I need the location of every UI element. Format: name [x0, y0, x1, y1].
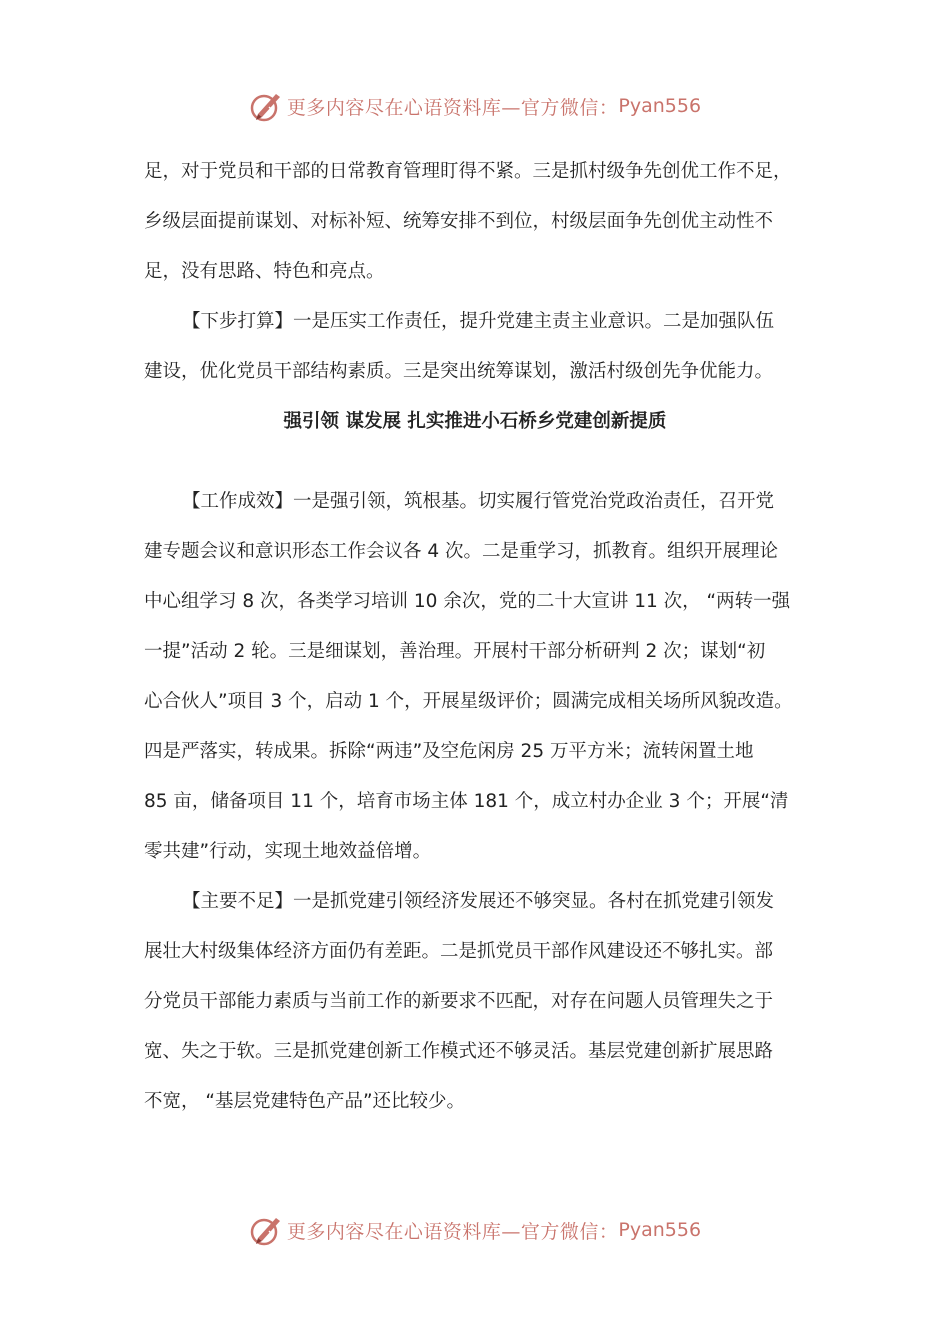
paragraph-line: 【下步打算】一是压实工作责任，提升党建主责主业意识。二是加强队伍	[182, 311, 775, 332]
watermark-text: 更多内容尽在心语资料库—官方微信：	[286, 1220, 619, 1243]
paragraph-line: 不宽， “基层党建特色产品”还比较少。	[144, 1091, 466, 1112]
paragraph-line: 分党员干部能力素质与当前工作的新要求不匹配，对存在问题人员管理失之于	[144, 991, 774, 1012]
paragraph-line: 宽、失之于软。三是抓党建创新工作模式还不够灵活。基层党建创新扩展思路	[144, 1041, 774, 1062]
paragraph-line: 零共建”行动，实现土地效益倍增。	[144, 841, 432, 862]
paragraph-line: 乡级层面提前谋划、对标补短、统筹安排不到位，村级层面争先创优主动性不	[144, 211, 774, 232]
watermark-brand: Pyan556	[618, 95, 702, 117]
paragraph-line: 四是严落实，转成果。拆除“两违”及空危闲房 25 万平方米；流转闲置土地	[144, 741, 754, 762]
watermark-text: 更多内容尽在心语资料库—官方微信：	[286, 96, 619, 119]
paragraph-line: 建设，优化党员干部结构素质。三是突出统筹谋划，激活村级创先争优能力。	[144, 361, 774, 382]
paragraph-line: 足，没有思路、特色和亮点。	[144, 261, 385, 282]
paragraph-line: 一提”活动 2 轮。三是细谋划，善治理。开展村干部分析研判 2 次；谋划“初	[144, 641, 766, 662]
header-watermark	[0, 86, 950, 126]
paragraph-line: 建专题会议和意识形态工作会议各 4 次。二是重学习，抓教育。组织开展理论	[144, 541, 779, 562]
paragraph-line: 心合伙人”项目 3 个，启动 1 个，开展星级评价；圆满完成相关场所风貌改造。	[144, 691, 793, 712]
paragraph-line: 【主要不足】一是抓党建引领经济发展还不够突显。各村在抓党建引领发	[182, 891, 775, 912]
paragraph-line: 中心组学习 8 次，各类学习培训 10 余次，党的二十大宣讲 11 次， “两转一强	[144, 591, 791, 612]
footer-watermark	[0, 1210, 950, 1250]
document-body	[144, 150, 806, 1130]
pen-logo-icon	[249, 89, 283, 123]
paragraph-line: 85 亩，储备项目 11 个，培育市场主体 181 个，成立村办企业 3 个；开展“清	[144, 791, 789, 812]
section-heading: 强引领 谋发展 扎实推进小石桥乡党建创新提质	[283, 411, 667, 432]
paragraph-line: 【工作成效】一是强引领，筑根基。切实履行管党治党政治责任，召开党	[182, 491, 775, 512]
pen-logo-icon	[249, 1213, 283, 1247]
paragraph-line: 足，对于党员和干部的日常教育管理盯得不紧。三是抓村级争先创优工作不足，	[144, 161, 792, 182]
watermark-brand: Pyan556	[618, 1219, 702, 1241]
paragraph-line: 展壮大村级集体经济方面仍有差距。二是抓党员干部作风建设还不够扎实。部	[144, 941, 774, 962]
spacer	[144, 450, 806, 480]
